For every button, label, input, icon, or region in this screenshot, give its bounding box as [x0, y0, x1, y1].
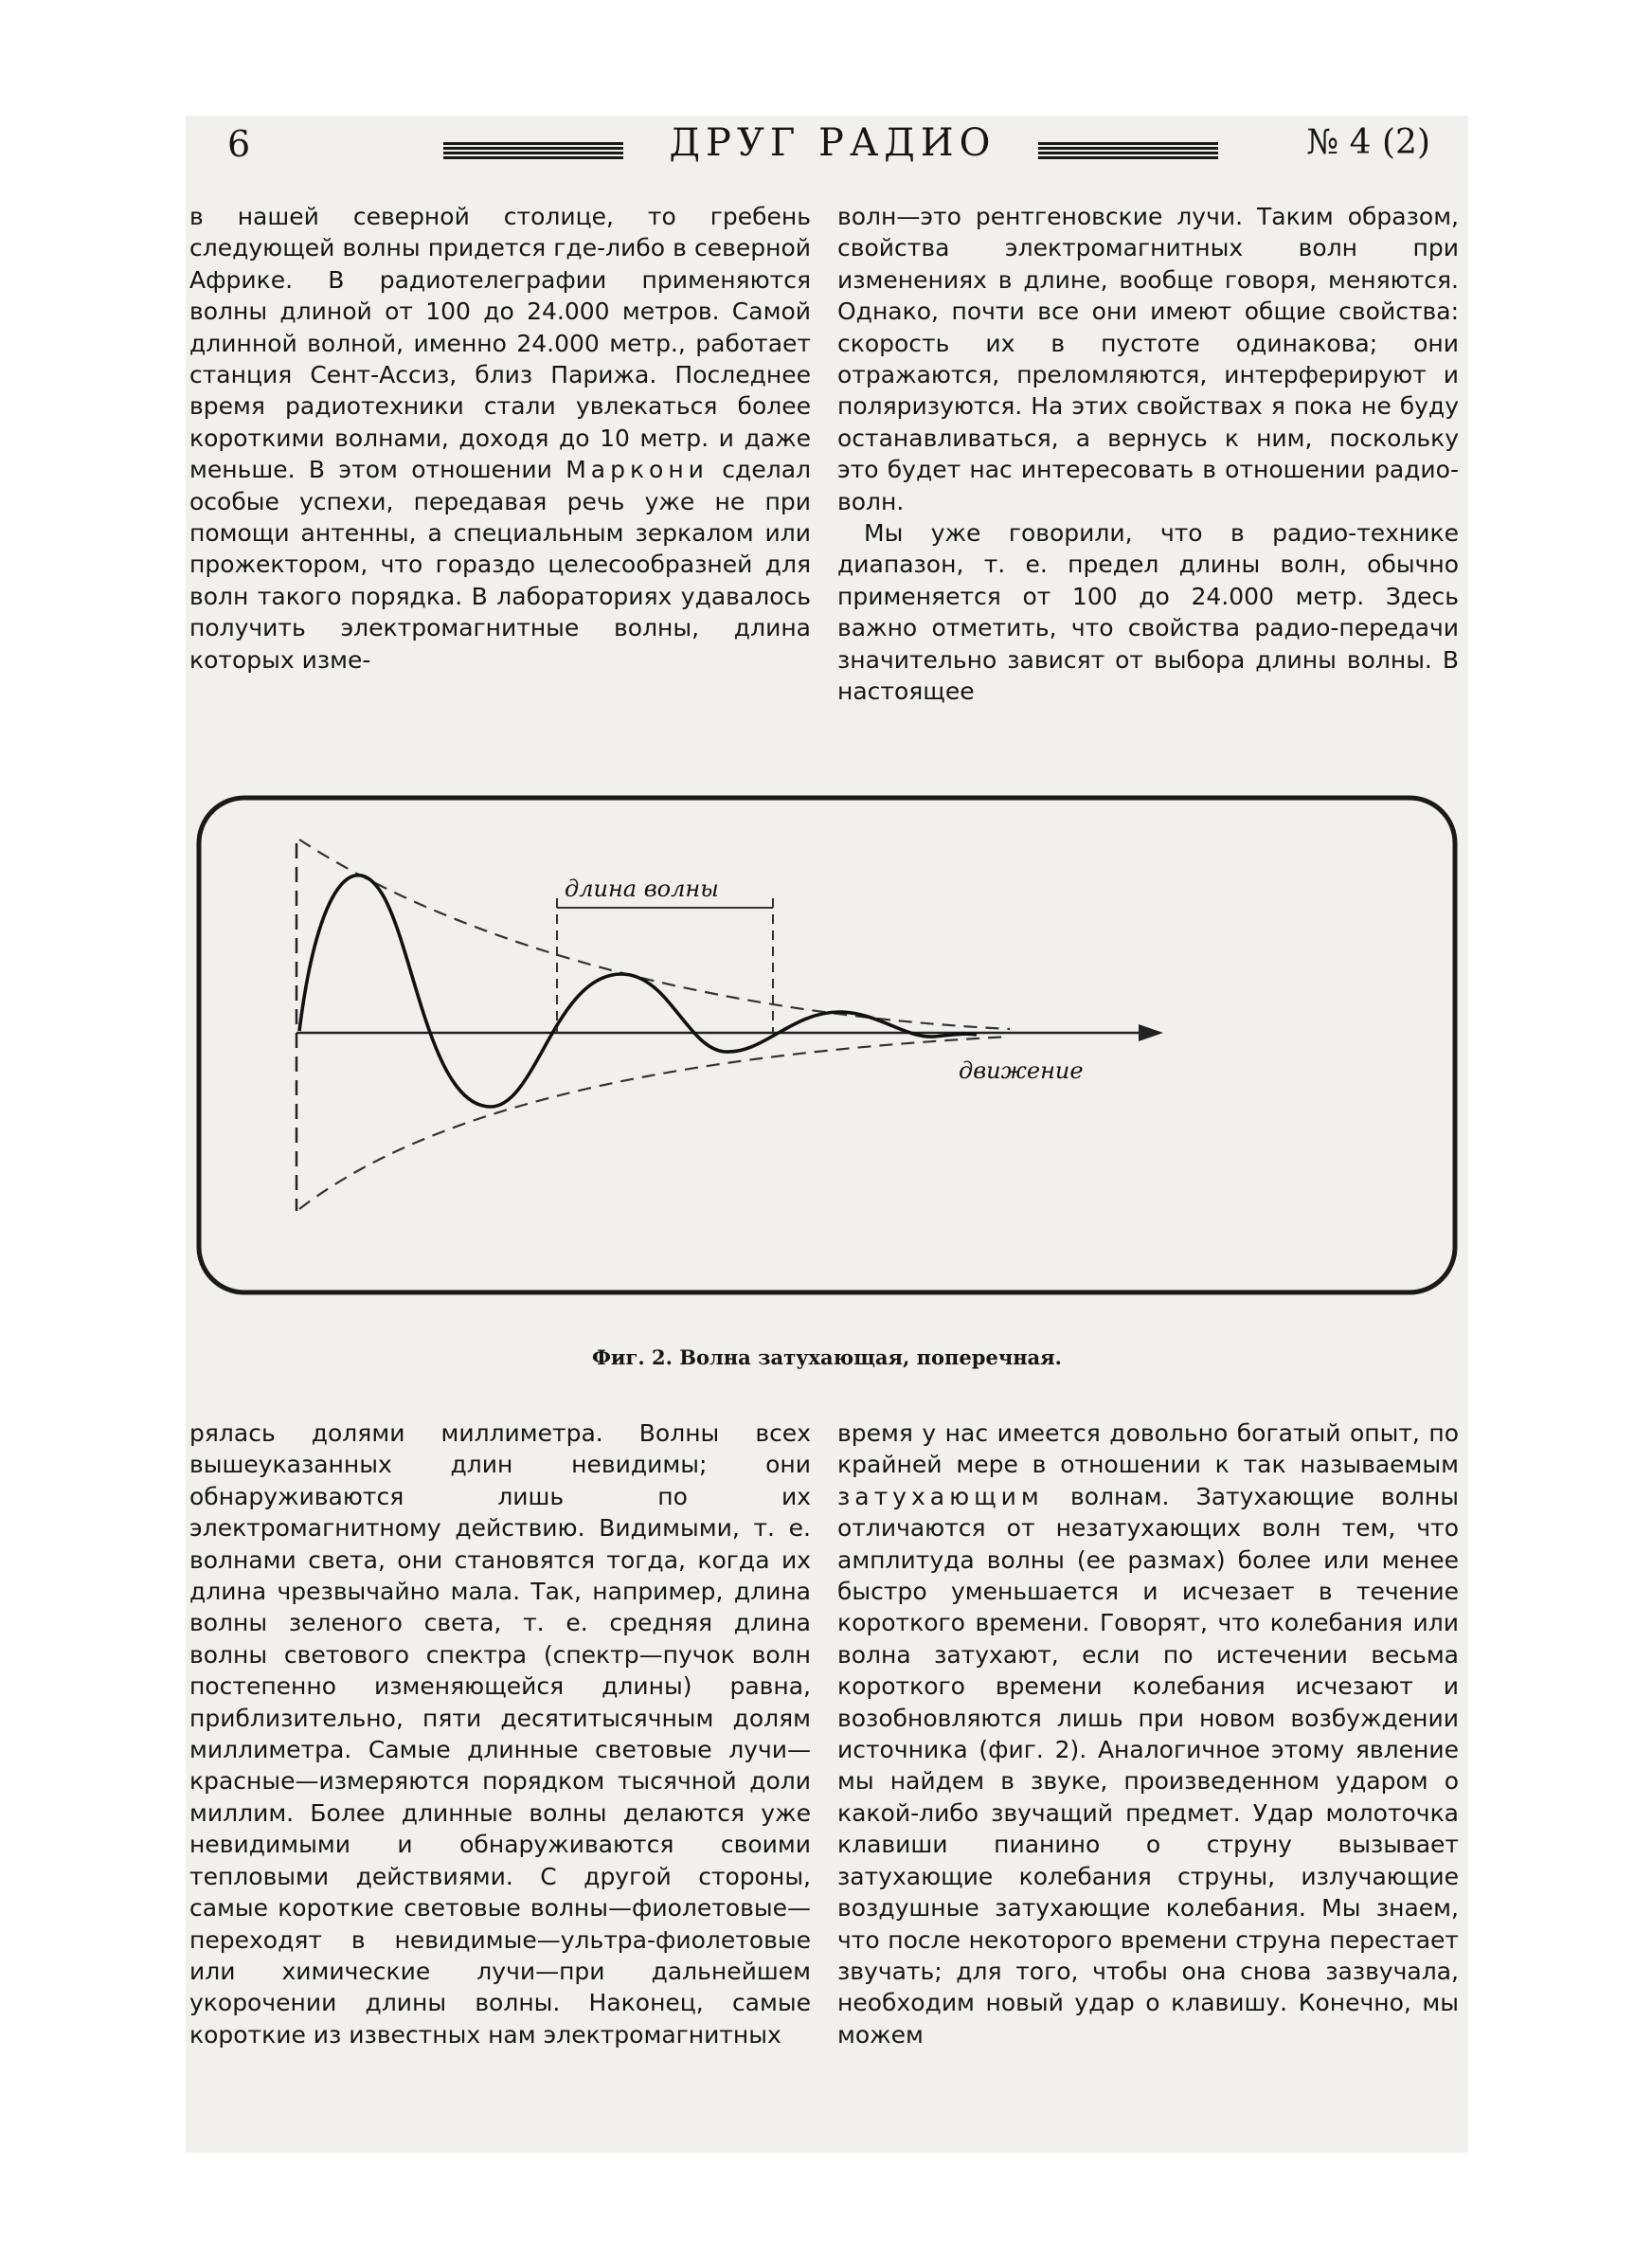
page-number: 6 — [227, 123, 251, 165]
header-rule-right — [1038, 142, 1218, 159]
damped-wave-curve — [299, 876, 977, 1107]
figure-frame — [199, 798, 1455, 1292]
column-bottom-left — [189, 1417, 811, 2119]
motion-label: движение — [959, 1057, 1084, 1084]
issue-number: № 4 (2) — [1306, 123, 1430, 162]
header-rule-left — [443, 142, 623, 159]
figure-damped-wave — [195, 794, 1461, 1298]
column-top-left — [189, 201, 811, 749]
paragraph — [837, 1417, 1459, 2050]
wavelength-label: длина волны — [565, 876, 719, 902]
column-bottom-right — [837, 1417, 1459, 2119]
text-run: волнам. Затухающие волны отличаются от незатухающих волн тем, что амплитуда волны (ее размах) более или менее быстро уменьшается и исчезает в течение короткого времени. Говорят, что колебания или волна затухают, если по истечении весьма короткого времени колебания исчезают и возобновляются лишь при новом возбуждении источника (фиг. 2). Аналогичное этому явление мы найдем в звуке, произведенном ударом о какой-либо звучащий предмет. Удар молоточка клавиши пианино о струну вызывает затухающие колебания струны, излучающие воздушные затухающие колебания. Мы знаем, что после некоторого времени струна перестает звучать; для того, чтобы она снова зазвучала, необходим новый удар о клавишу. Конечно, мы можем — [837, 1482, 1459, 2049]
figure-caption: Фиг. 2. Волна затухающая, поперечная. — [592, 1345, 1062, 1369]
text-run: в нашей северной столице, то гребень следующей волны придется где-либо в северной Африке. В радиотелеграфии применяются волны длиной от 100 до 24.000 метров. Самой длинной волной, именно 24.000 метр., работает станция Сент-Ассиз, близ Парижа. Последнее время радиотехники стали увлекаться более короткими волнами, доходя до 10 метр. и даже меньше. В этом отношении — [189, 203, 811, 484]
emphasis-text: затухающим — [837, 1482, 1044, 1510]
text-run: время у нас имеется довольно богатый опыт, по крайней мере в отношении к так называемым — [837, 1419, 1459, 1479]
paragraph: рялась долями миллиметра. Волны всех вышеуказанных длин невидимы; они обнаруживаются лишь по их электромагнитному действию. Видимыми, т. е. волнами света, они становятся тогда, когда их длина чрезвычайно мала. Так, например, длина волны зеленого света, т. е. средняя длина волны светового спектра (спектр—пучок волн постепенно изменяющейся длины) равна, приблизительно, пяти десятитысячным долям миллиметра. Самые длинные световые лучи—красные—измеряются порядком тысячной доли миллим. Более длинные волны делаются уже невидимыми и обнаруживаются своими тепловыми действиями. С другой стороны, самые короткие световые волны—фиолетовые—переходят в невидимые—ультра-фиолетовые или химические лучи—при дальнейшем укорочении длины волны. Наконец, самые короткие из известных нам электромагнитных — [189, 1419, 811, 2049]
page-header — [186, 116, 1468, 191]
paragraph — [189, 201, 811, 676]
paragraph: волн—это рентгеновские лучи. Таким образом, свойства электромагнитных волн при изменениях в длине, вообще говоря, меняются. Однако, почти все они имеют общие свойства: скорость их в пустоте одинакова; они отражаются, преломляются, интерферируют и поляризуются. На этих свойствах я пока не буду останавливаться, а вернусь к ним, поскольку это будет нас интересовать в отношении радио-волн. — [837, 203, 1459, 515]
text-run: сделал особые успехи, передавая речь уже не при помощи антенны, а специальным зеркалом или прожектором, что гораздо целесообразней для волн такого порядка. В лабораториях удавалось получить электромагнитные волны, длина которых изме- — [189, 456, 811, 674]
envelope-upper — [299, 840, 1010, 1029]
paragraph: Мы уже говорили, что в радио-технике диапазон, т. е. предел длины волн, обычно применяется от 100 до 24.000 метр. Здесь важно отметить, что свойства радио-передачи значительно зависят от выбора длины волны. В настоящее — [837, 519, 1459, 706]
axis-arrowhead — [1139, 1024, 1163, 1041]
masthead-title: ДРУГ РАДИО — [669, 121, 997, 165]
emphasis-text: Маркони — [566, 456, 709, 484]
column-top-right — [837, 201, 1459, 749]
envelope-lower — [299, 1037, 1010, 1209]
